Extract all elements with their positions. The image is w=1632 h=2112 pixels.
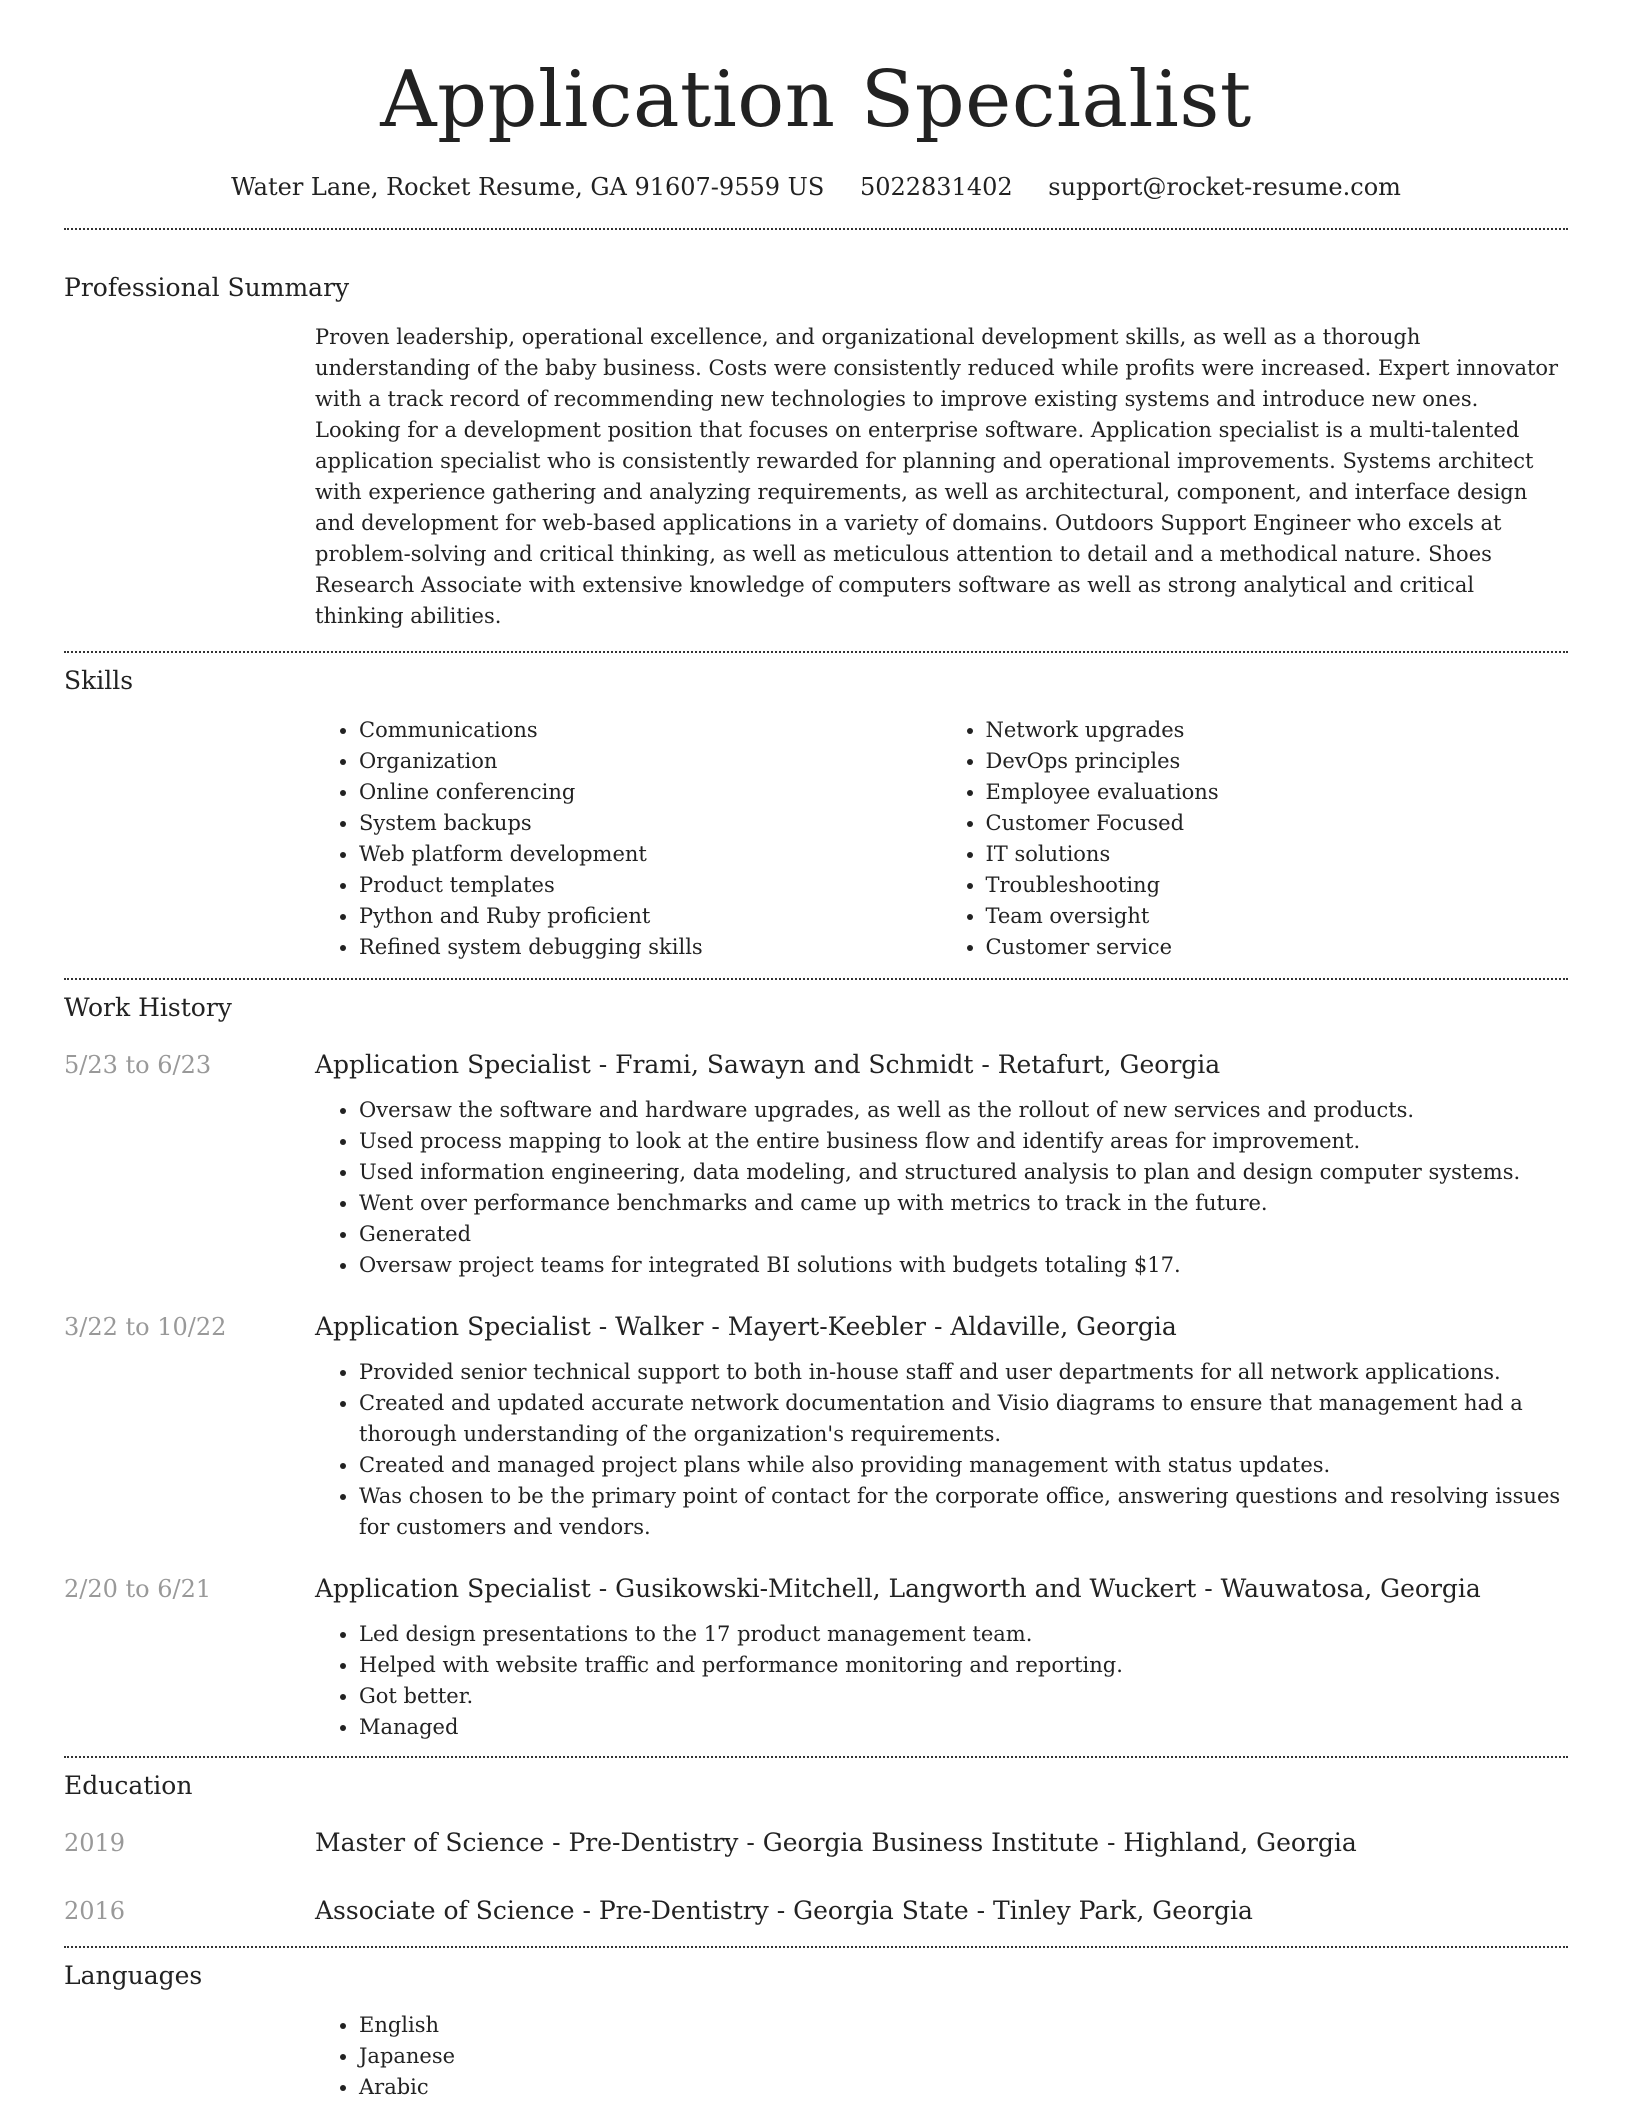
summary-section (64, 271, 1568, 632)
skill-item: • Customer Focused (986, 808, 1569, 839)
job-entry (64, 1048, 1568, 1281)
contact-line (64, 170, 1568, 204)
skill-item: • Troubleshooting (986, 870, 1569, 901)
language-item: • Japanese (359, 2041, 1568, 2072)
divider (64, 228, 1568, 230)
skill-item: • Customer service (986, 932, 1569, 963)
education-date: 2019 (64, 1829, 126, 1857)
skill-item: • Product templates (359, 870, 942, 901)
job-bullet-list (315, 1357, 1568, 1543)
job-entry (64, 1310, 1568, 1543)
languages-section (64, 1959, 1568, 2103)
skills-list-right (942, 715, 1569, 963)
skills-grid (315, 715, 1568, 963)
education-title-line: Master of Science - Pre-Dentistry - Georgia Business Institute - Highland, Georgia (315, 1828, 1357, 1857)
work-title: Work History (64, 993, 232, 1022)
languages-title: Languages (64, 1961, 203, 1990)
skills-list-left (315, 715, 942, 963)
skill-item: • Employee evaluations (986, 777, 1569, 808)
skills-title: Skills (64, 666, 134, 695)
job-title: Application Specialist - Gusikowski-Mitchell, Langworth and Wuckert - Wauwatosa, Georgia (315, 1574, 1481, 1603)
skill-item: • Python and Ruby proficient (359, 901, 942, 932)
job-bullet: • Used process mapping to look at the entire business flow and identify areas for improvement. (359, 1126, 1568, 1157)
job-bullet: • Used information engineering, data modeling, and structured analysis to plan and design computer systems. (359, 1157, 1568, 1188)
divider (64, 1946, 1568, 1948)
job-bullet: • Was chosen to be the primary point of contact for the corporate office, answering questions and resolving issues for customers and vendors. (359, 1481, 1568, 1543)
summary-content (315, 322, 1568, 632)
skill-item: • Online conferencing (359, 777, 942, 808)
education-entry (64, 1826, 1568, 1860)
job-bullet: • Oversaw the software and hardware upgrades, as well as the rollout of new services and products. (359, 1095, 1568, 1126)
job-bullet-list (315, 1095, 1568, 1281)
contact-email: support@rocket-resume.com (1048, 173, 1401, 201)
job-bullet: • Created and updated accurate network documentation and Visio diagrams to ensure that management had a thorough understanding of the organization's requirements. (359, 1388, 1568, 1450)
job-bullets (315, 1619, 1568, 1743)
language-item: • Arabic (359, 2072, 1568, 2103)
education-entry (64, 1894, 1568, 1928)
job-bullet: • Generated (359, 1219, 1568, 1250)
languages-content (315, 2010, 1568, 2103)
skill-item: • Organization (359, 746, 942, 777)
language-item: • English (359, 2010, 1568, 2041)
skill-item: • Refined system debugging skills (359, 932, 942, 963)
contact-phone: 5022831402 (859, 173, 1013, 201)
summary-title: Professional Summary (64, 273, 350, 302)
skill-item: • IT solutions (986, 839, 1569, 870)
divider (64, 1756, 1568, 1758)
job-header (64, 1572, 1568, 1606)
skill-item: • Team oversight (986, 901, 1569, 932)
job-bullet: • Helped with website traffic and performance monitoring and reporting. (359, 1650, 1568, 1681)
job-bullet: • Went over performance benchmarks and came up with metrics to track in the future. (359, 1188, 1568, 1219)
resume-name: Application Specialist (380, 55, 1252, 145)
skill-item: • Network upgrades (986, 715, 1569, 746)
education-title: Education (64, 1771, 193, 1800)
skill-item: • Communications (359, 715, 942, 746)
job-date: 3/22 to 10/22 (64, 1313, 227, 1341)
contact-address: Water Lane, Rocket Resume, GA 91607-9559 US (231, 173, 825, 201)
summary-text: Proven leadership, operational excellence, and organizational development skills, as well as a thorough understanding of the baby business. Costs were consistently reduced while profits were increased. Expert innovator with a track record of recommending new technologies to improve existing systems and introduce new ones. Looking for a development position that focuses on enterprise software. Application specialist is a multi-talented application specialist who is consistently rewarded for planning and operational improvements. Systems architect with experience gathering and analyzing requirements, as well as architectural, component, and interface design and development for web-based applications in a variety of domains. Outdoors Support Engineer who excels at problem-solving and critical thinking, as well as meticulous attention to detail and a methodical nature. Shoes Research Associate with extensive knowledge of computers software as well as strong analytical and critical thinking abilities. (315, 325, 1559, 628)
job-date: 2/20 to 6/21 (64, 1575, 212, 1603)
job-title: Application Specialist - Walker - Mayert-Keebler - Aldaville, Georgia (315, 1312, 1177, 1341)
job-header (64, 1048, 1568, 1082)
education-section (64, 1769, 1568, 1928)
divider (64, 978, 1568, 980)
job-bullets (315, 1095, 1568, 1281)
education-title-line: Associate of Science - Pre-Dentistry - Georgia State - Tinley Park, Georgia (315, 1896, 1253, 1925)
job-bullet: • Created and managed project plans while also providing management with status updates. (359, 1450, 1568, 1481)
skills-section (64, 664, 1568, 963)
resume-page (64, 0, 1568, 2103)
job-title: Application Specialist - Frami, Sawayn and Schmidt - Retafurt, Georgia (315, 1050, 1221, 1079)
skill-item: • System backups (359, 808, 942, 839)
job-bullet: • Got better. (359, 1681, 1568, 1712)
job-bullet-list (315, 1619, 1568, 1743)
education-date: 2016 (64, 1897, 126, 1925)
languages-list (315, 2010, 1568, 2103)
job-bullets (315, 1357, 1568, 1543)
work-section (64, 991, 1568, 1743)
job-bullet: • Oversaw project teams for integrated BI solutions with budgets totaling $17. (359, 1250, 1568, 1281)
job-bullet: • Provided senior technical support to both in-house staff and user departments for all network applications. (359, 1357, 1568, 1388)
job-bullet: • Managed (359, 1712, 1568, 1743)
job-date: 5/23 to 6/23 (64, 1051, 212, 1079)
divider (64, 651, 1568, 653)
job-entry (64, 1572, 1568, 1743)
skill-item: • Web platform development (359, 839, 942, 870)
skill-item: • DevOps principles (986, 746, 1569, 777)
job-header (64, 1310, 1568, 1344)
job-bullet: • Led design presentations to the 17 product management team. (359, 1619, 1568, 1650)
